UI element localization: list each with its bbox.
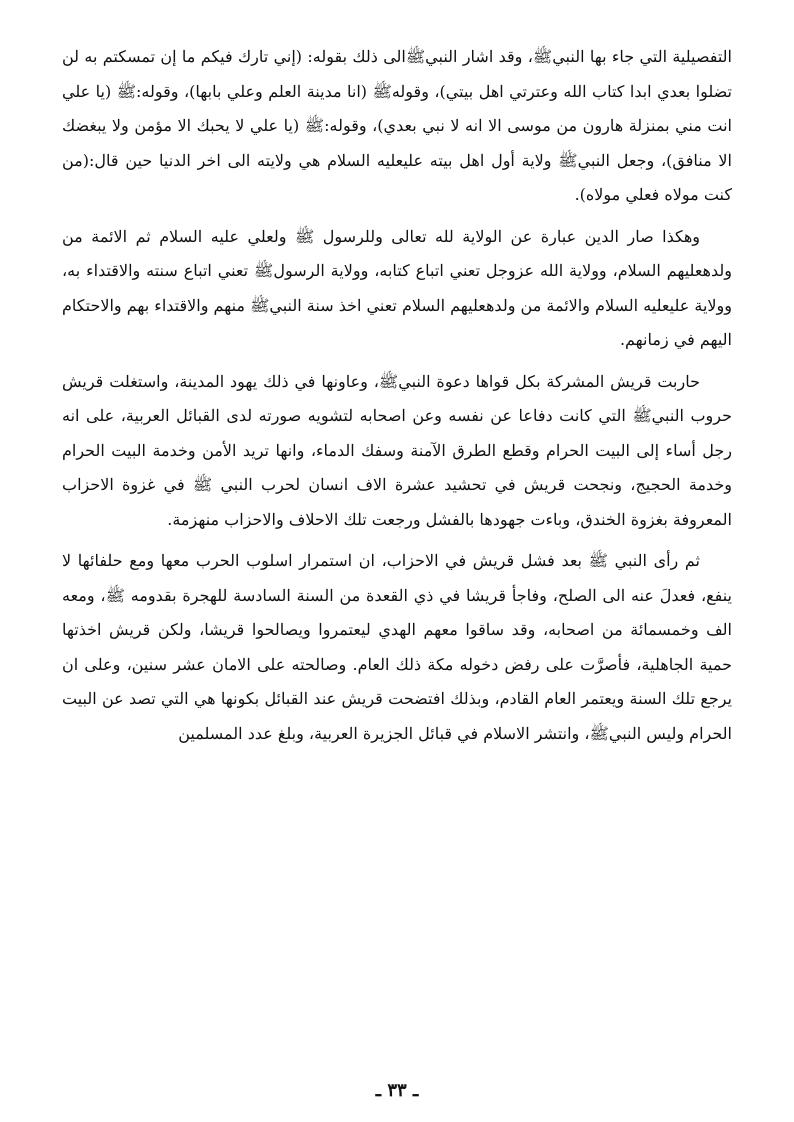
paragraph-2: وهكذا صار الدين عبارة عن الولاية لله تعالى وللرسول ﷺ ولعلي عليه السلام ثم الائمة من ولدهعليهم السلام، وولاية الله عزوجل تعني اتباع كتابه، وولاية الرسولﷺ تعني اتباع سنته والاقتداء به، وولاية عليعليه السلام والائمة من ولدهعليهم السلام تعني اخذ سنة النبيﷺ منهم والاقتداء بهم والاحتكام اليهم في زمانهم.: [62, 226, 732, 349]
page-number: ـ ٣٣ ـ: [375, 1080, 419, 1101]
paragraph-4: ثم رأى النبي ﷺ بعد فشل قريش في الاحزاب، ان استمرار اسلوب الحرب معها ومع حلفائها لا ينفع، فعدلَ عنه الى الصلح، وفاجأ قريشا في ذي القعدة من السنة السادسة للهجرة بقدومه ﷺ، ومعه الف وخمسمائة من اصحابه، وقد ساقوا معهم الهدي ليعتمروا ويصالحوا قريشا، ولكن قريش اخذتها حمية الجاهلية، فأصرَّت على رفض دخوله مكة ذلك العام. وصالحته على الامان عشر سنين، وعلى ان يرجع تلك السنة ويعتمر العام القادم، وبذلك افتضحت قريش عند القبائل بكونها هي التي تصد عن البيت الحرام وليس النبيﷺ، وانتشر الاسلام في قبائل الجزيرة العربية، وبلغ عدد المسلمين: [62, 551, 732, 743]
body-text: [62, 40, 732, 758]
paragraph-3: حاربت قريش المشركة بكل قواها دعوة النبيﷺ، وعاونها في ذلك يهود المدينة، واستغلت قريش حروب النبيﷺ التي كانت دفاعا عن نفسه وعن اصحابه لتشويه صورته لدى القبائل العربية، على انه رجل أساء إلى البيت الحرام وقطع الطرق الآمنة وسفك الدماء، وانها تريد الأمن وخدمة البيت الحرام وخدمة الحجيج، ونجحت قريش في تحشيد عشرة الاف انسان لحرب النبي ﷺ في غزوة الاحزاب المعروفة بغزوة الخندق، وباءت جهودها بالفشل ورجعت تلك الاحلاف والاحزاب منهزمة.: [62, 371, 732, 529]
paragraph-1: التفصيلية التي جاء بها النبيﷺ، وقد اشار النبيﷺالى ذلك بقوله: (إني تارك فيكم ما إن تمسكتم به لن تضلوا بعدي ابدا كتاب الله وعترتي اهل بيتي)، وقولهﷺ (انا مدينة العلم وعلي بابها)، وقوله:ﷺ (يا علي انت مني بمنزلة هارون من موسى الا انه لا نبي بعدي)، وقوله:ﷺ (يا علي لا يحبك الا مؤمن ولا يبغضك الا منافق)، وجعل النبيﷺ ولاية أول اهل بيته عليعليه السلام هي ولايته الى اخر الدنيا حين قال:(من كنت مولاه فعلي مولاه).: [62, 47, 732, 204]
